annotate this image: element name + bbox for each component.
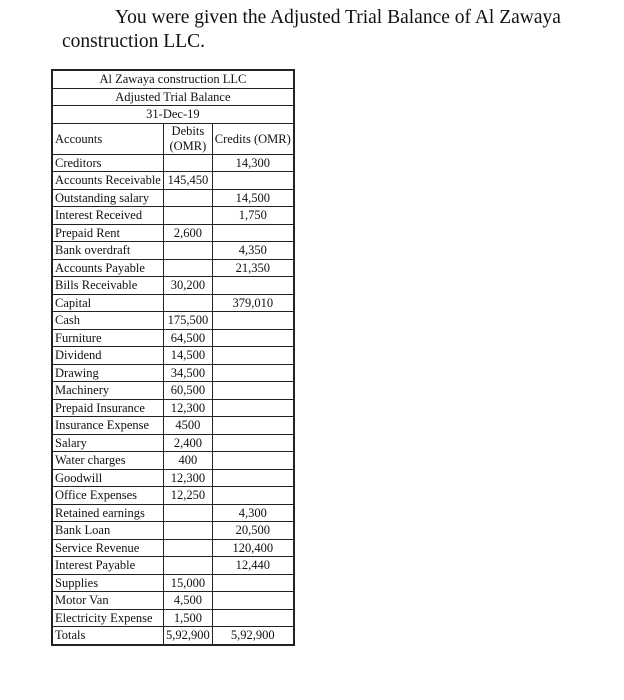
question-line-2: construction LLC. <box>62 31 205 52</box>
account-cell: Totals <box>53 627 164 645</box>
debit-cell: 400 <box>164 452 213 470</box>
statement-date: 31-Dec-19 <box>53 106 294 124</box>
debit-cell: 175,500 <box>164 312 213 330</box>
table-row <box>53 557 294 575</box>
account-cell: Service Revenue <box>53 539 164 557</box>
debit-cell: 34,500 <box>164 364 213 382</box>
table-row <box>53 277 294 295</box>
account-cell: Insurance Expense <box>53 417 164 435</box>
table-row <box>53 469 294 487</box>
account-cell: Accounts Receivable <box>53 172 164 190</box>
table-row <box>53 207 294 225</box>
table-row <box>53 329 294 347</box>
credit-cell: 12,440 <box>212 557 293 575</box>
credit-cell <box>212 469 293 487</box>
account-cell: Drawing <box>53 364 164 382</box>
credit-cell <box>212 312 293 330</box>
credit-cell: 20,500 <box>212 522 293 540</box>
account-cell: Accounts Payable <box>53 259 164 277</box>
debit-cell: 5,92,900 <box>164 627 213 645</box>
table-row <box>53 382 294 400</box>
company-name: Al Zawaya construction LLC <box>53 71 294 89</box>
table-row <box>53 434 294 452</box>
table-row <box>53 417 294 435</box>
table-row <box>53 347 294 365</box>
account-cell: Goodwill <box>53 469 164 487</box>
account-cell: Motor Van <box>53 592 164 610</box>
account-cell: Electricity Expense <box>53 609 164 627</box>
table-row <box>53 609 294 627</box>
table-row <box>53 294 294 312</box>
debit-cell <box>164 294 213 312</box>
debit-cell: 12,300 <box>164 399 213 417</box>
credit-cell: 14,300 <box>212 154 293 172</box>
debit-cell <box>164 242 213 260</box>
table-row <box>53 189 294 207</box>
credit-cell <box>212 382 293 400</box>
credit-cell <box>212 277 293 295</box>
credit-cell <box>212 224 293 242</box>
debit-cell: 4,500 <box>164 592 213 610</box>
credit-cell: 1,750 <box>212 207 293 225</box>
debits-header-line2: (OMR) <box>169 138 207 153</box>
table-row <box>53 172 294 190</box>
credit-cell: 5,92,900 <box>212 627 293 645</box>
account-cell: Capital <box>53 294 164 312</box>
credits-header: Credits (OMR) <box>212 123 293 154</box>
debit-cell <box>164 259 213 277</box>
debit-cell: 2,600 <box>164 224 213 242</box>
account-cell: Machinery <box>53 382 164 400</box>
account-cell: Interest Received <box>53 207 164 225</box>
table-row <box>53 364 294 382</box>
table-row <box>53 224 294 242</box>
debit-cell: 15,000 <box>164 574 213 592</box>
credit-cell: 4,300 <box>212 504 293 522</box>
question-line-1: You were given the Adjusted Trial Balance of Al Zawaya <box>115 7 561 28</box>
credit-cell: 379,010 <box>212 294 293 312</box>
account-cell: Prepaid Insurance <box>53 399 164 417</box>
credit-cell <box>212 364 293 382</box>
table-row <box>53 539 294 557</box>
account-cell: Office Expenses <box>53 487 164 505</box>
debit-cell: 64,500 <box>164 329 213 347</box>
debit-cell: 2,400 <box>164 434 213 452</box>
credit-cell <box>212 487 293 505</box>
debit-cell <box>164 154 213 172</box>
account-cell: Outstanding salary <box>53 189 164 207</box>
credit-cell <box>212 574 293 592</box>
debit-cell <box>164 207 213 225</box>
credit-cell <box>212 347 293 365</box>
debit-cell: 30,200 <box>164 277 213 295</box>
table-row <box>53 487 294 505</box>
account-cell: Bank overdraft <box>53 242 164 260</box>
credit-cell <box>212 329 293 347</box>
debits-header-line1: Debits <box>171 123 205 138</box>
credit-cell <box>212 172 293 190</box>
debit-cell: 14,500 <box>164 347 213 365</box>
table-row <box>53 312 294 330</box>
statement-title: Adjusted Trial Balance <box>53 88 294 106</box>
credit-cell <box>212 609 293 627</box>
account-cell: Salary <box>53 434 164 452</box>
table-row <box>53 259 294 277</box>
credit-cell <box>212 434 293 452</box>
credit-cell: 4,350 <box>212 242 293 260</box>
totals-row <box>53 627 294 645</box>
debit-cell <box>164 557 213 575</box>
debit-cell <box>164 539 213 557</box>
debits-header <box>164 123 213 154</box>
accounts-header: Accounts <box>53 123 164 154</box>
account-cell: Water charges <box>53 452 164 470</box>
debit-cell: 60,500 <box>164 382 213 400</box>
account-cell: Furniture <box>53 329 164 347</box>
debit-cell: 4500 <box>164 417 213 435</box>
credit-cell: 21,350 <box>212 259 293 277</box>
debit-cell: 12,300 <box>164 469 213 487</box>
debit-cell: 145,450 <box>164 172 213 190</box>
table-row <box>53 574 294 592</box>
table-row <box>53 399 294 417</box>
account-cell: Dividend <box>53 347 164 365</box>
debit-cell: 1,500 <box>164 609 213 627</box>
credit-cell: 120,400 <box>212 539 293 557</box>
account-cell: Retained earnings <box>53 504 164 522</box>
debit-cell <box>164 522 213 540</box>
credit-cell <box>212 417 293 435</box>
account-cell: Bills Receivable <box>53 277 164 295</box>
question-text <box>62 6 582 54</box>
debit-cell: 12,250 <box>164 487 213 505</box>
table-row <box>53 154 294 172</box>
debit-cell <box>164 504 213 522</box>
account-cell: Supplies <box>53 574 164 592</box>
credit-cell: 14,500 <box>212 189 293 207</box>
credit-cell <box>212 399 293 417</box>
table-row <box>53 242 294 260</box>
credit-cell <box>212 592 293 610</box>
account-cell: Prepaid Rent <box>53 224 164 242</box>
account-cell: Cash <box>53 312 164 330</box>
table-row <box>53 452 294 470</box>
table-row <box>53 504 294 522</box>
account-cell: Interest Payable <box>53 557 164 575</box>
table-row <box>53 522 294 540</box>
account-cell: Creditors <box>53 154 164 172</box>
column-header-row <box>53 123 294 154</box>
credit-cell <box>212 452 293 470</box>
account-cell: Bank Loan <box>53 522 164 540</box>
debit-cell <box>164 189 213 207</box>
trial-balance-table <box>52 70 294 645</box>
table-row <box>53 592 294 610</box>
